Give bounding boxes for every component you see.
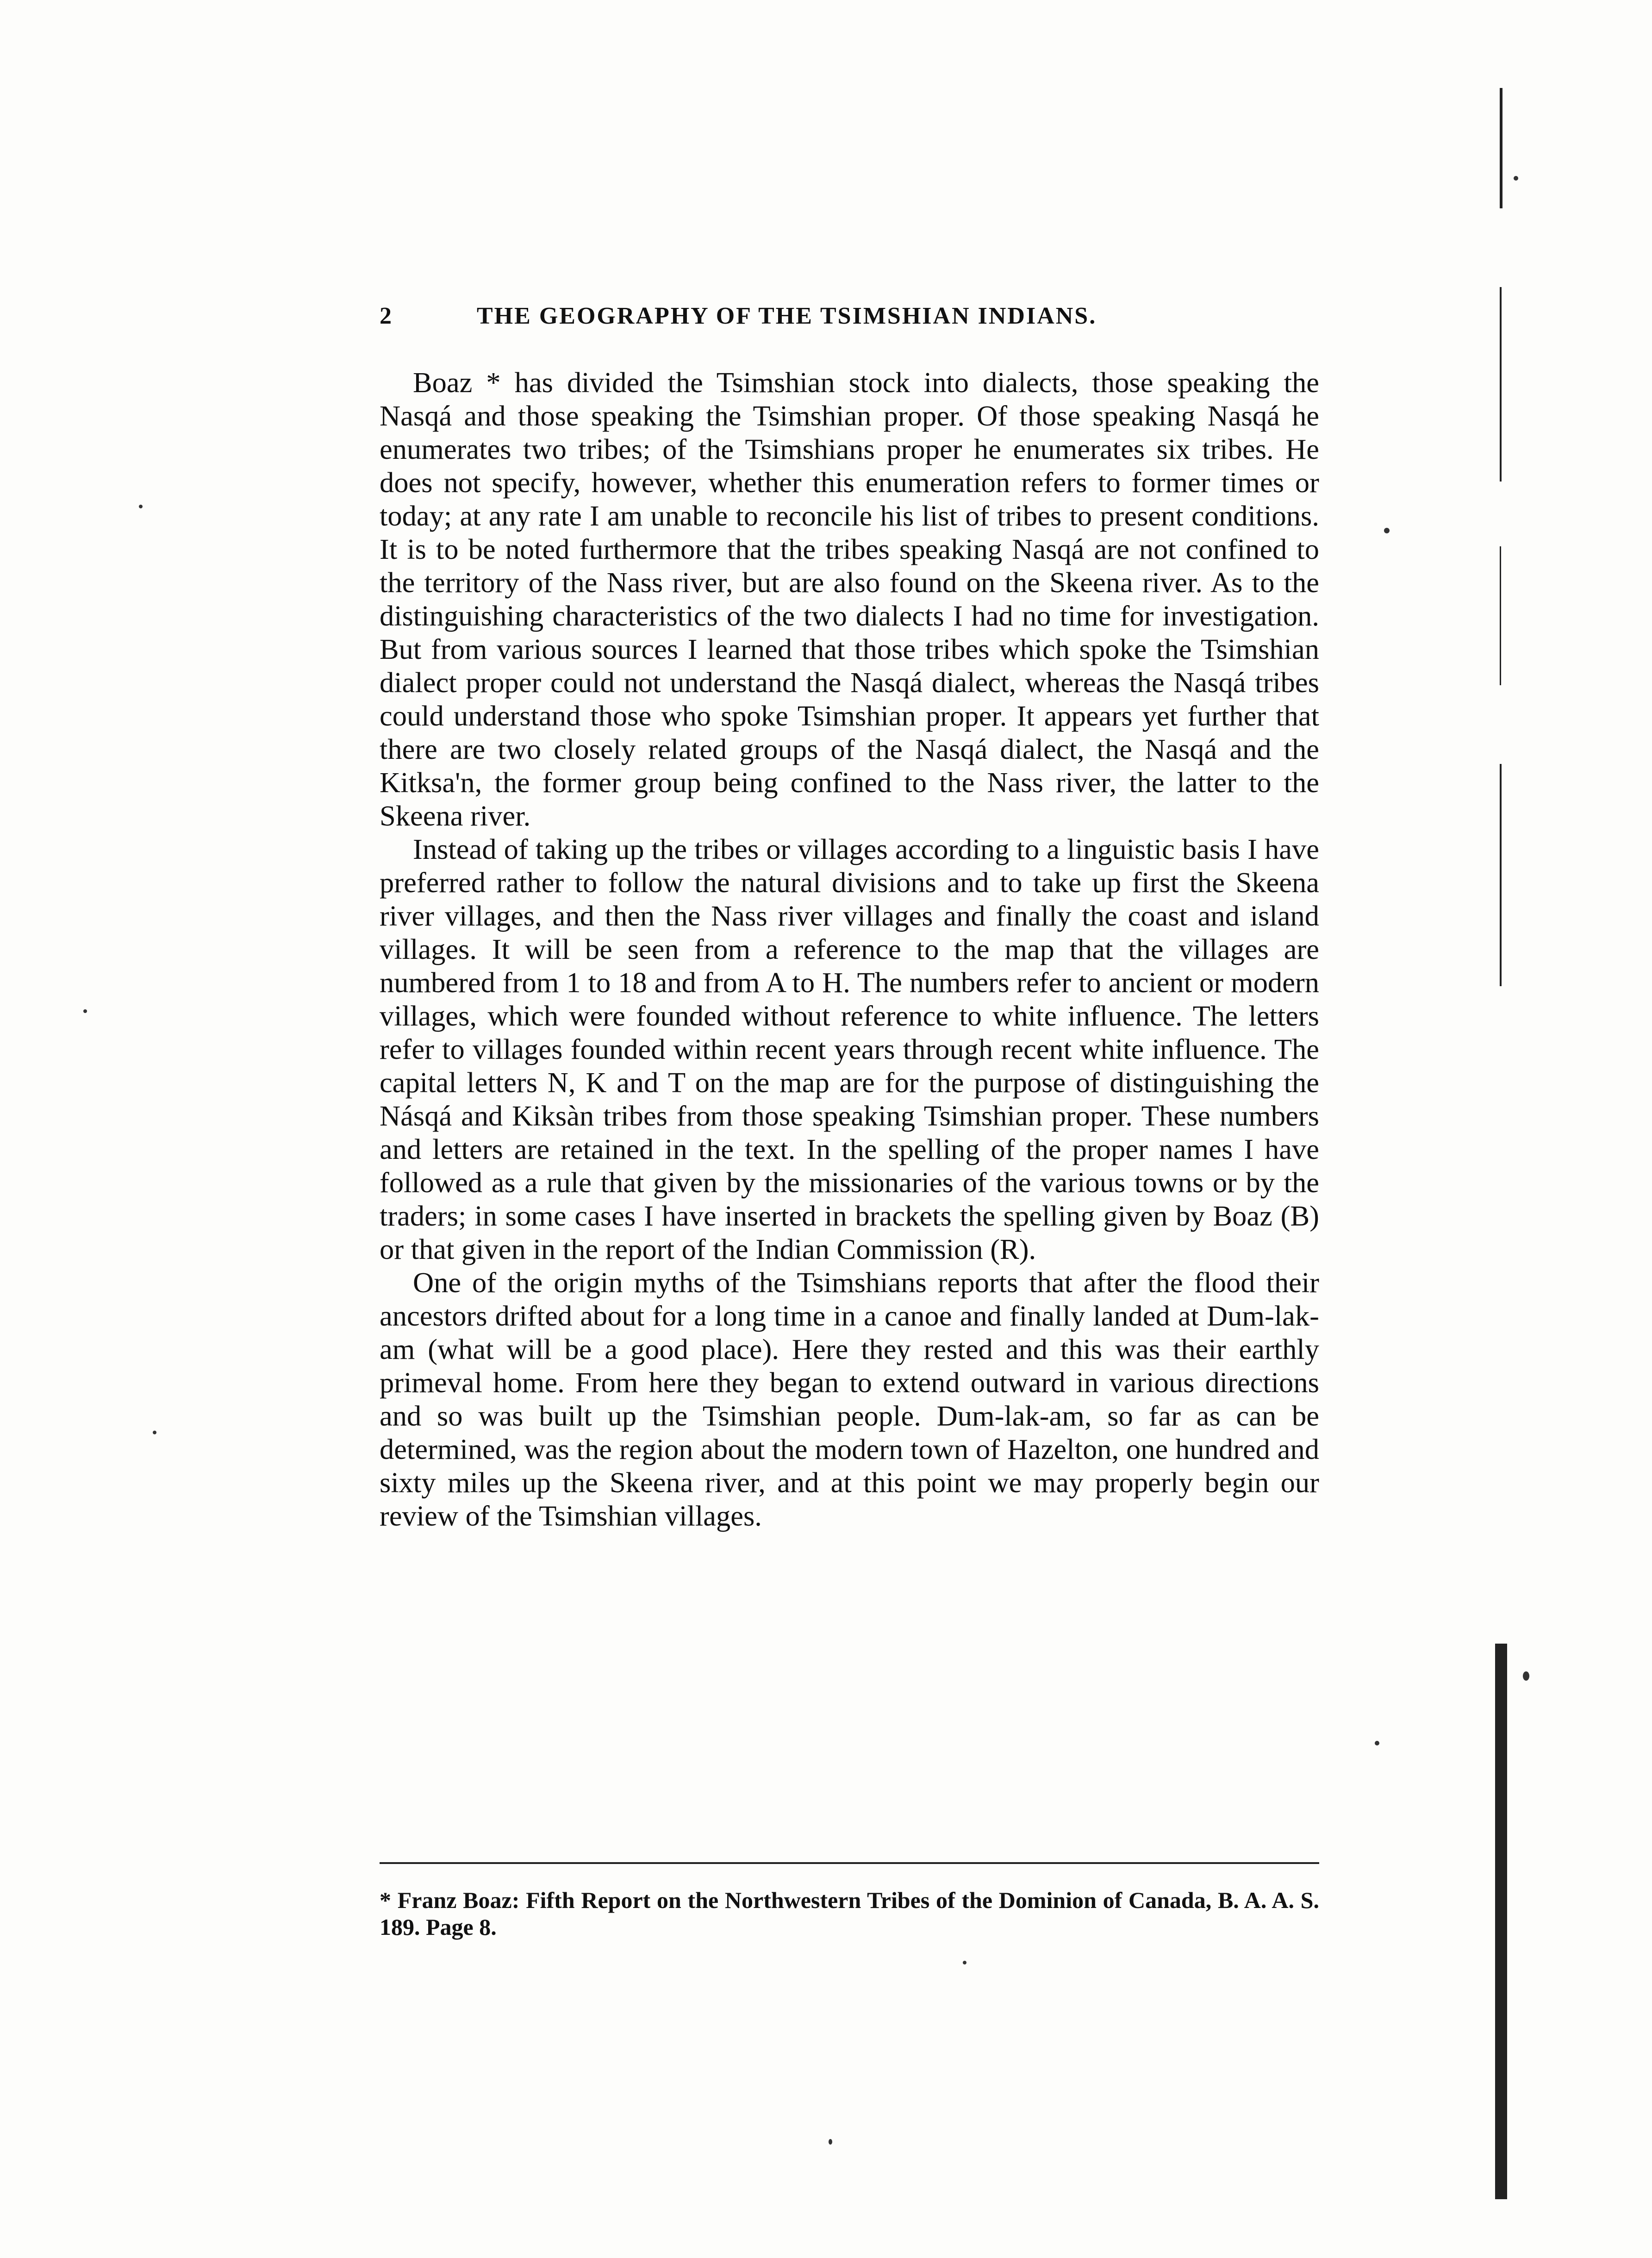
scan-speck — [1523, 1671, 1529, 1681]
scan-margin-line — [1500, 88, 1502, 208]
scan-speck — [139, 505, 143, 508]
body-text — [380, 366, 1319, 1532]
paragraph-1: Boaz * has divided the Tsimshian stock into dialects, those speaking the Nasqá and those speaking the Tsimshian proper. Of those speaking Nasqá he enumerates two tribes; of the Tsimshians proper he enumerates six tribes. He does not specify, however, whether this enumeration refers to former times or today; at any rate I am unable to reconcile his list of tribes to present conditions. It is to be noted furthermore that the tribes speaking Nasqá are not confined to the territory of the Nass river, but are also found on the Skeena river. As to the distinguishing characteristics of the two dialects I had no time for investigation. But from various sources I learned that those tribes which spoke the Tsimshian dialect proper could not understand the Nasqá dialect, whereas the Nasqá tribes could understand those who spoke Tsimshian proper. It appears yet further that there are two closely related groups of the Nasqá dialect, the Nasqá and the Kitksa'n, the former group being confined to the Nass river, the latter to the Skeena river. — [380, 366, 1319, 832]
scan-speck — [963, 1961, 966, 1964]
paragraph-3: One of the origin myths of the Tsimshians reports that after the flood their ancestors drifted about for a long time in a canoe and finally landed at Dum-lak-am (what will be a good place). Here they rested and this was their earthly primeval home. From here they began to extend outward in various directions and so was built up the Tsimshian people. Dum-lak-am, so far as can be determined, was the region about the modern town of Hazelton, one hundred and sixty miles up the Skeena river, and at this point we may properly begin our review of the Tsimshian villages. — [380, 1266, 1319, 1532]
page-number: 2 — [380, 303, 393, 329]
scan-speck — [829, 2139, 832, 2145]
scan-speck — [1514, 176, 1518, 181]
scan-margin-line — [1500, 764, 1502, 986]
scan-speck — [83, 1009, 87, 1013]
footnote-rule — [380, 1862, 1319, 1864]
scan-speck — [153, 1431, 156, 1434]
scan-margin-line — [1500, 287, 1502, 482]
footnote: * Franz Boaz: Fifth Report on the Northwestern Tribes of the Dominion of Canada, B. A. A. S. 189. Page 8. — [380, 1887, 1319, 1940]
paragraph-2: Instead of taking up the tribes or villages according to a linguistic basis I have preferred rather to follow the natural divisions and to take up first the Skeena river villages, and then the Nass river villages and finally the coast and island villages. It will be seen from a reference to the map that the villages are numbered from 1 to 18 and from A to H. The numbers refer to ancient or modern villages, which were founded without reference to white influence. The letters refer to villages founded within recent years through recent white influence. The capital letters N, K and T on the map are for the purpose of distinguishing the Násqá and Kiksàn tribes from those speaking Tsimshian proper. These numbers and letters are retained in the text. In the spelling of the proper names I have followed as a rule that given by the missionaries of the various towns or by the traders; in some cases I have inserted in brackets the spelling given by Boaz (B) or that given in the report of the Indian Commission (R). — [380, 833, 1319, 1265]
running-title: THE GEOGRAPHY OF THE TSIMSHIAN INDIANS. — [477, 303, 1097, 329]
scan-margin-line — [1500, 546, 1501, 685]
scan-speck — [1375, 1741, 1379, 1745]
scan-speck — [1384, 528, 1390, 533]
page-header — [380, 299, 1241, 340]
scan-margin-line — [1495, 1644, 1507, 2199]
